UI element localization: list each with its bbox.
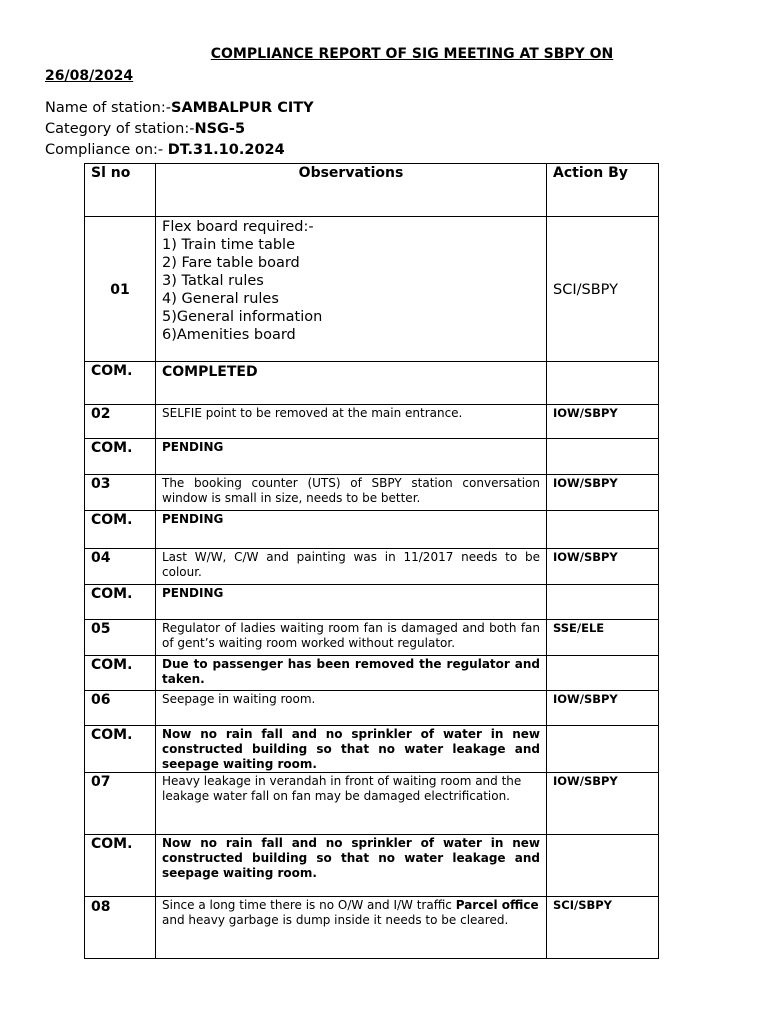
action-by: IOW/SBPY [547,405,659,439]
sl-number: 07 [85,773,156,835]
com-label: COM. [85,726,156,773]
sl-number: 03 [85,475,156,511]
compliance-text: Now no rain fall and no sprinkler of water in new constructed building so that no water leakage and seepage waiting room. [156,835,547,897]
compliance-row [85,511,659,549]
observation-text: SELFIE point to be removed at the main entrance. [156,405,547,439]
table-row [85,620,659,656]
sl-number: 08 [85,897,156,959]
observation-line: 1) Train time table [162,237,295,253]
action-by: SCI/SBPY [547,217,659,362]
report-date: 26/08/2024 [45,68,134,84]
station-name-line [45,100,314,116]
com-label: COM. [85,439,156,475]
action-by: IOW/SBPY [547,773,659,835]
compliance-text: PENDING [156,511,547,549]
table-row [85,773,659,835]
compliance-text: PENDING [156,439,547,475]
com-label: COM. [85,835,156,897]
table-row [85,405,659,439]
observation-line: 5)General information [162,309,323,325]
observation-text: Regulator of ladies waiting room fan is damaged and both fan of gent’s waiting room worked without regulator. [156,620,547,656]
compliance-row [85,362,659,405]
observation-text-part: and heavy garbage is dump inside it needs to be cleared. [162,913,509,927]
compliance-text: Due to passenger has been removed the regulator and taken. [156,656,547,691]
action-by-empty [547,439,659,475]
observation-line: 3) Tatkal rules [162,273,264,289]
station-category-line [45,121,245,137]
compliance-row [85,835,659,897]
compliance-text: PENDING [156,585,547,620]
station-name-label: Name of station:- [45,100,171,116]
compliance-text: Now no rain fall and no sprinkler of water in new constructed building so that no water leakage and seepage waiting room. [156,726,547,773]
observation-text [156,217,547,362]
action-by-empty [547,362,659,405]
action-by: IOW/SBPY [547,475,659,511]
action-by: IOW/SBPY [547,691,659,726]
action-by-empty [547,656,659,691]
header-action-by: Action By [547,164,659,217]
observation-text-bold: Parcel office [455,898,539,912]
action-by-empty [547,511,659,549]
header-observations: Observations [156,164,547,217]
category-label: Category of station:- [45,121,195,137]
observation-text: Seepage in waiting room. [156,691,547,726]
station-name-value: SAMBALPUR CITY [171,100,314,116]
observation-line: 2) Fare table board [162,255,300,271]
action-by-empty [547,585,659,620]
compliance-date-line [45,142,285,158]
table-row [85,217,659,362]
observation-text: Last W/W, C/W and painting was in 11/2017 needs to be colour. [156,549,547,585]
sl-number: 06 [85,691,156,726]
table-row [85,897,659,959]
observation-text: The booking counter (UTS) of SBPY station conversation window is small in size, needs to be better. [156,475,547,511]
action-by: IOW/SBPY [547,549,659,585]
compliance-row [85,585,659,620]
report-title: COMPLIANCE REPORT OF SIG MEETING AT SBPY ON [210,46,614,62]
observation-text-part: Since a long time there is no O/W and I/W traffic [162,898,456,912]
compliance-row [85,656,659,691]
sl-number: 05 [85,620,156,656]
observation-text: Heavy leakage in verandah in front of waiting room and the leakage water fall on fan may be damaged electrification. [156,773,547,835]
table-header-row [85,164,659,217]
compliance-text: COMPLETED [156,362,547,405]
com-label: COM. [85,362,156,405]
compliance-table [84,163,659,959]
table-row [85,691,659,726]
observation-line: 4) General rules [162,291,279,307]
compliance-label: Compliance on:- [45,142,168,158]
action-by-empty [547,726,659,773]
table-row [85,475,659,511]
sl-number: 04 [85,549,156,585]
observation-line: Flex board required:- [162,219,314,235]
sl-number: 01 [85,217,156,362]
compliance-row [85,726,659,773]
observation-line: 6)Amenities board [162,327,296,343]
action-by: SCI/SBPY [547,897,659,959]
com-label: COM. [85,656,156,691]
header-sl-no: Sl no [85,164,156,217]
com-label: COM. [85,511,156,549]
table-row [85,549,659,585]
observation-text [156,897,547,959]
action-by: SSE/ELE [547,620,659,656]
sl-number: 02 [85,405,156,439]
com-label: COM. [85,585,156,620]
action-by-empty [547,835,659,897]
category-value: NSG-5 [194,121,246,137]
compliance-row [85,439,659,475]
compliance-date-value: DT.31.10.2024 [167,142,285,158]
